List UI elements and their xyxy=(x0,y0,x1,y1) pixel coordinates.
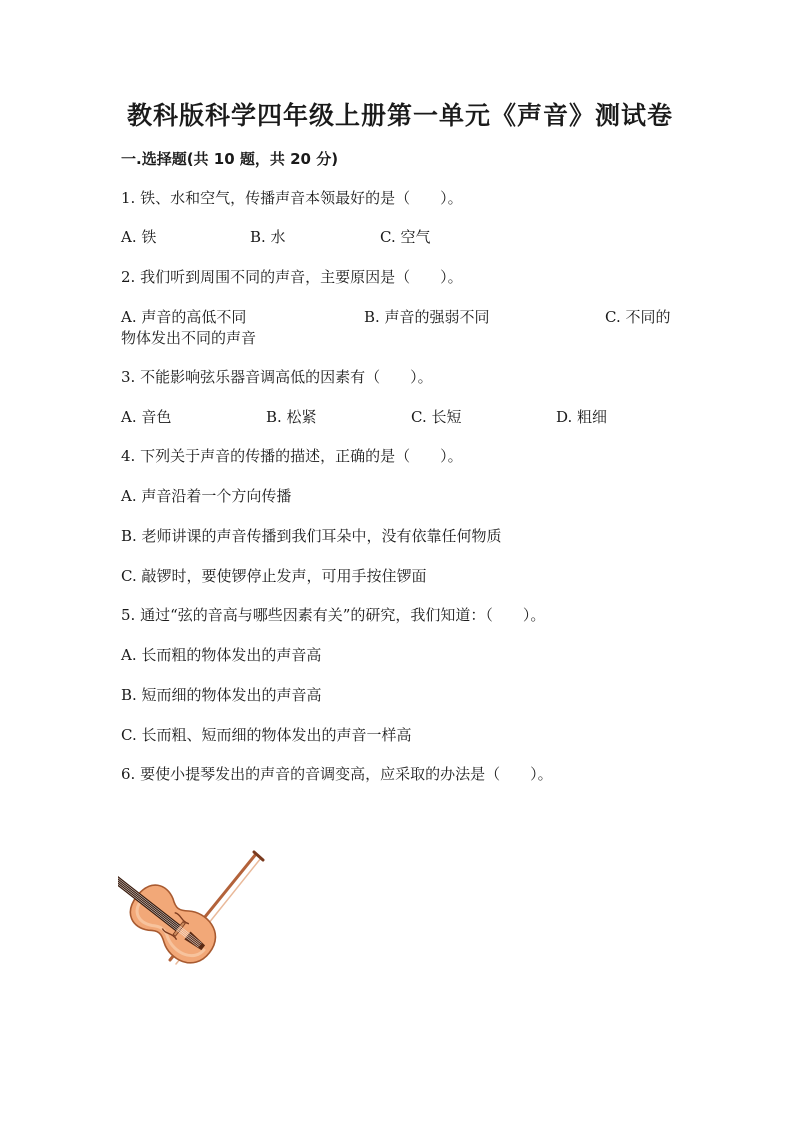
question-3-option-c: C. 长短 xyxy=(411,408,462,426)
question-3-option-a: A. 音色 xyxy=(121,408,172,426)
question-4-option-a: A. 声音沿着一个方向传播 xyxy=(121,487,292,505)
page-title: 教科版科学四年级上册第一单元《声音》测试卷 xyxy=(126,101,673,130)
question-3-option-d: D. 粗细 xyxy=(556,408,608,426)
question-5-option-c: C. 长而粗、短而细的物体发出的声音一样高 xyxy=(121,726,412,744)
violin-icon xyxy=(118,818,268,978)
question-1-option-a: A. 铁 xyxy=(121,228,157,246)
question-2-option-b: B. 声音的强弱不同 xyxy=(364,308,490,326)
question-2-option-c: C. 不同的 xyxy=(605,308,671,326)
question-1-option-c: C. 空气 xyxy=(380,228,431,246)
question-5-option-b: B. 短而细的物体发出的声音高 xyxy=(121,686,322,704)
question-6-stem: 6. 要使小提琴发出的声音的音调变高，应采取的办法是（ ）。 xyxy=(121,765,553,783)
question-3-option-b: B. 松紧 xyxy=(266,408,317,426)
question-4-stem: 4. 下列关于声音的传播的描述，正确的是（ ）。 xyxy=(121,447,463,465)
question-2-option-a: A. 声音的高低不同 xyxy=(121,308,247,326)
question-4-option-b: B. 老师讲课的声音传播到我们耳朵中，没有依靠任何物质 xyxy=(121,527,502,545)
question-1-stem: 1. 铁、水和空气，传播声音本领最好的是（ ）。 xyxy=(121,189,463,207)
question-5-option-a: A. 长而粗的物体发出的声音高 xyxy=(121,646,322,664)
section-heading: 一.选择题(共 10 题，共 20 分) xyxy=(121,150,339,168)
question-3-stem: 3. 不能影响弦乐器音调高低的因素有（ ）。 xyxy=(121,368,433,386)
question-2-stem: 2. 我们听到周围不同的声音，主要原因是（ ）。 xyxy=(121,268,463,286)
question-4-option-c: C. 敲锣时，要使锣停止发声，可用手按住锣面 xyxy=(121,567,427,585)
question-5-stem: 5. 通过“弦的音高与哪些因素有关”的研究，我们知道：（ ）。 xyxy=(121,606,546,624)
question-1-option-b: B. 水 xyxy=(250,228,286,246)
question-2-option-c-continued: 物体发出不同的声音 xyxy=(121,329,257,347)
